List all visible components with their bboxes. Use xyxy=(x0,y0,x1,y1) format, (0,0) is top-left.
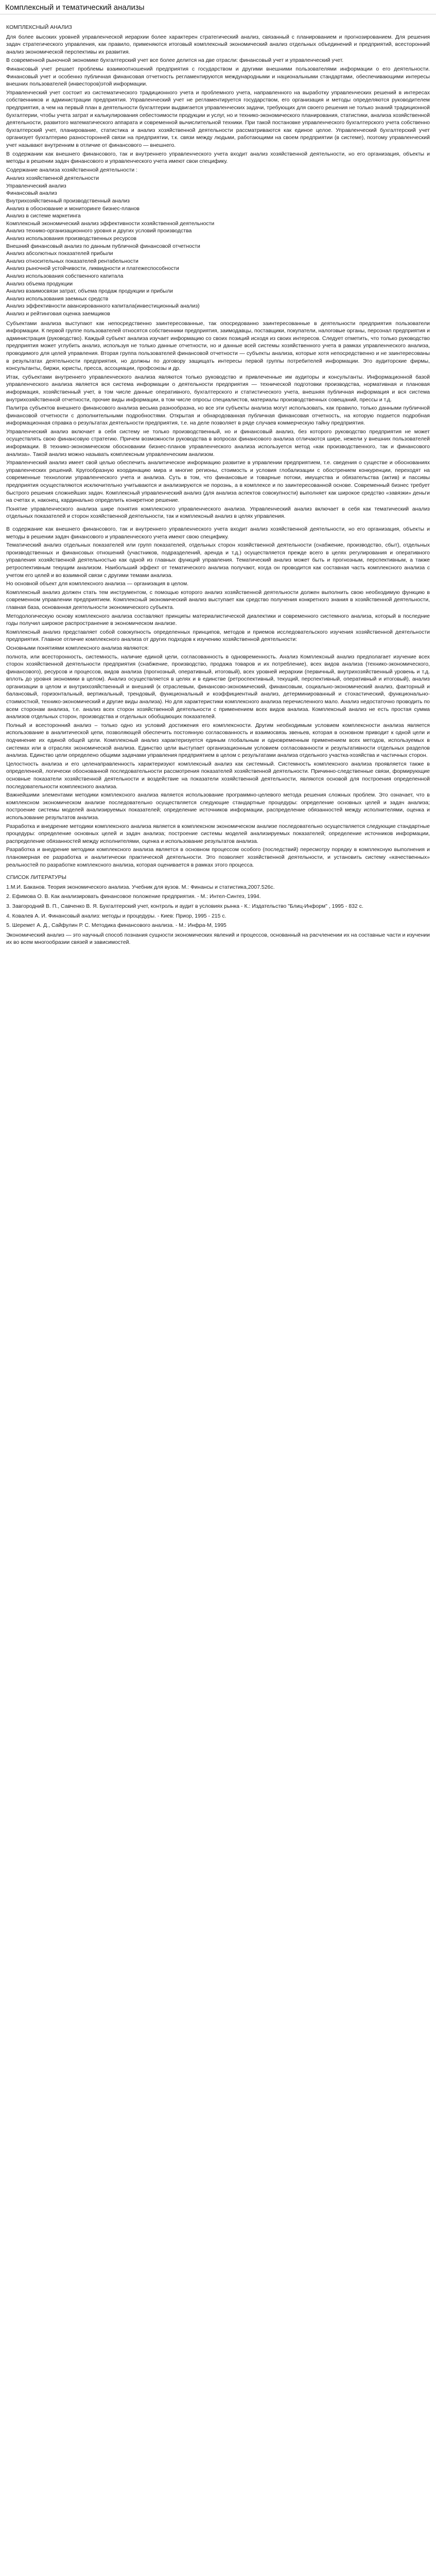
list-item: Анализ взаимосвязи затрат, объема продаж продукции и прибыли xyxy=(6,288,173,295)
paragraph: Финансовый учет решает проблемы взаимоотношений предприятия с государством и другими внешними пользователями информации о его деятельности. Финансовый учет и особенно публичная финансовая отчетность регламентируются международными и национальными стандартами, обеспечивающими интересы внешних пользователей (инвесторов)этой информации. xyxy=(6,65,430,88)
paragraph: Управленческий учет состоит из систематического традиционного учета и проблемного учета, направленного на выработку управленческих решений в интересах собственников и администрации предприятия. Управленческий учет не регламентируется государством, его организация и методы определяются руководителем предприятия, а чем на первый план в деятельности бухгалтерии выдвигается управленческих задачи, требующих для своего решения не только знаний традиционной бухгалтерии, чтобы учета затрат и калькулирования себестоимости продукции и услуг, но и технико-экономического планирования, статистики, анализа хозяйственной деятельности, развитого математического аппарата и современной вычислительной техники. При такой постановке управленческого бухгалтерского учета собственно бухгалтерский учет, планирование, статистика и анализ хозяйственной деятельности рассматриваются как единое целое. Управленческий бухгалтерский учет организует бухгалтерию разносторонней связи на предприятии, т.к. связи между людьми, работающими на своем предприятии (в системе), поэтому управленческий учет называют внутренним в отличие от финансового — внешнего. xyxy=(6,89,430,148)
paragraph: Для более высоких уровней управленческой иерархии более характерен стратегический анализ, связанный с планированием и прогнозированием. Для решения задач стратегического управления, как правило, применяются итоговый комплексный экономический анализ отдельных объединений и предприятий, всесторонний анализ экономической перспективы их развития. xyxy=(6,33,430,55)
list-item: Анализ относительных показателей рентабельности xyxy=(6,258,138,264)
reference-item: Экономический анализ — это научный способ познания сущности экономических явлений и процессов, основанный на расчленении их на составные части и изучении их во всем многообразии связей и зависимостей. xyxy=(6,931,430,946)
reference-item: 1.М.И. Баканов. Теория экономического анализа. Учебник для вузов. М.: Финансы и статистика,2007.526с. xyxy=(6,884,275,890)
article-body xyxy=(0,14,436,964)
paragraph: полнота, или всесторонность, системность, наличие единой цели, согласованность в одновременность. Анализ Комплексный анализ предполагает изучение всех сторон хозяйственной деятельности предприятия (снабжение, производство, продажа товаров и их потребление), всех видов анализа (технико-экономического, финансового), ресурсов и процессов, видов анализа (прогнозный, оперативный, итоговый), всех уровней иерархии (первичный, внутрихозяйственный уровень и т.д. вплоть до уровня экономики в целом). Анализ осуществляется в целях и в единстве (ретроспективный, текущий, перспективный, оперативный и итоговый), анализ организации в целом и внутрихозяйственный и внешний (к отраслевым, финансово-экономический, финансовым, социально-экономический анализ, факторный и балансовый, горизонтальный, вертикальный, трендовый, функциональный и коэффициентный анализ, детерминированный и стохастический, функционально-стоимостной, технико-экономический и другие виды анализа). Но для характеристики комплексного анализа перечисленного мало. Анализ недостаточно проводить по всем сторонам анализа, т.е. анализ всех сторон хозяйственной деятельности с применением всех видов анализа. Комплексный анализ не есть простая сумма анализов отдельных сторон, производства и отдельных обобщающих показателей. xyxy=(6,653,430,720)
page-title: Комплексный и тематический анализы xyxy=(0,0,436,14)
middle-section xyxy=(6,320,430,520)
list-item: Анализ хозяйственной деятельности xyxy=(6,175,99,182)
paragraph: В содержание как внешнего финансового, так и внутреннего управленческого учета входит анализ хозяйственной деятельности, но его организация, объекты и методы в решении задач финансового и управленческого учета имеют свою специфику. xyxy=(6,526,430,540)
list-item: Анализ использования заемных средств xyxy=(6,295,109,302)
section-heading: КОМПЛЕКСНЫЙ АНАЛИЗ xyxy=(6,24,72,30)
list-item: Анализ использования собственного капитала xyxy=(6,273,124,279)
paragraph: Субъектами анализа выступают как непосредственно заинтересованные, так опосредованно заинтересованные в деятельности предприятия пользователи информации. К первой группе пользователей относятся собственники предприятия, заимодавцы, поставщики, покупатели, налоговые органы, персонал предприятия и администрация (руководство). Каждый субъект анализа изучает информацию со своих позиций исходя из своих интересов. Следует отметить, что только руководство предприятия может углубить анализ, используя не только данные отчетности, но и данные всей системы хозяйственного учета в рамках управленческого анализа, проводимого для целей управления. Вторая группа пользователей финансовой отчетности — субъекты анализа, которые хотя непосредственно и не заинтересованы в результатах деятельности предприятия, но должны по договору защищать интересы первой группы потребителей информации. Это аудиторские фирмы, консультанты, биржи, юристы, пресса, ассоциации, профсоюзы и др. xyxy=(6,320,430,372)
reference-item: 2. Ефимова О. В. Как анализировать финансовое положение предприятия. - М.: Интел-Синтез, 1994. xyxy=(6,893,261,900)
references-title: СПИСОК ЛИТЕРАТУРЫ xyxy=(6,874,66,881)
paragraph: Тематический анализ отдельных показателей или групп показателей, отдельных сторон хозяйственной деятельности (снабжение, производство, сбыт), отдельных производственных и финансовых отношений (участников, подразделений, аренда и т.д.) осуществляется прежде всего в целях регулирования и оперативного управления хозяйственной деятельностью как одной из главных функций управления. Тематический анализ может быть и прогнозным, перспективным, а также ретроспективным текущим анализом. Наибольший эффект от тематического анализа получают, когда он проводится как составная часть комплексного анализа с учетом его целей и во взаимной связи с другими темами анализа. xyxy=(6,542,430,579)
list-item: Анализ в обоснование и мониторинге бизнес-планов xyxy=(6,205,140,212)
paragraph: Целостность анализа и его целенаправленность характеризуют комплексный анализ как системный. Системность комплексного анализа проявляется также в определенной, логически обоснованной последовательности рассмотрения показателей хозяйственной деятельности. Причинно-следственные связи, формирующие основные показатели хозяйственной деятельности и воздействие на показатели хозяйственной деятельности, являются основой для построения определенной последовательности комплексного анализа. xyxy=(6,760,430,790)
second-part-section xyxy=(6,526,430,869)
list-item: Анализ рыночной устойчивости, ликвидности и платежеспособности xyxy=(6,265,179,272)
list-item: Анализ в системе маркетинга xyxy=(6,213,81,219)
list-item: Внутрихозяйственный производственный анализ xyxy=(6,198,130,205)
paragraph: Комплексный анализ представляет собой совокупность определенных принципов, методов и приемов исследовательского изучения хозяйственной деятельности предприятия. Главное отличие комплексного анализа от других подходов к изучению хозяйственной деятельности: xyxy=(6,629,430,643)
paragraph: Методологическую основу комплексного анализа составляют принципы материалистической диалектики и современного системного анализа, который в последние годы получил широкое распространение в экономическом анализе. xyxy=(6,613,430,627)
paragraph: Управленческий анализ имеет свой целью обеспечить аналитическое информацию развитие в управлении предприятием, т.е. сведения о существе и обоснованиях управленческих решений. Кругообразную координацию мира и многие регионы, стоимость и условия глобализации с обострением конкуренции, переходят на современные технологии управленческого учета и анализа. Суть в том, что финансовые и товарные потоки, имущества и обязательства (актив) и пассивы предприятия осуществляются исключительно учитываются и анализируются не порознь, а в комплексе и по заинтересованной основе. Современный бизнес требует быстрого решения сложнейших задач. Комплексный управленческий анализ (для анализа аспектов совокупности) выполняет как широкое средство «завязки» деньги на счетах и, наконец, кардинально определить конкретное решение. xyxy=(6,460,430,504)
list-item: Анализ объема продукции xyxy=(6,280,73,287)
paragraph: Комплексный анализ должен стать тем инструментом, с помощью которого анализ хозяйственной деятельности должен выполнить свою необходимую функцию в современном управлении предприятием. Комплексный экономический анализ выступает как средство получения конкретного знания в хозяйственной деятельности, главная база, основанная деятельности экономического субъекта. xyxy=(6,589,430,611)
list-item: Комплексный экономический анализ эффективности хозяйственной деятельности xyxy=(6,220,215,227)
paragraph: Понятие управленческого анализа шире понятия комплексного управленческого анализа. Управленческий анализ включает в себя как тематический анализ отдельных показателей и сторон хозяйственной деятельности, так и комплексный анализ в целях управления. xyxy=(6,505,430,520)
paragraph: Разработка и внедрение методики комплексного анализа является в комплексном экономическом анализе последовательно осуществляется следующие стандартные процедуры: определение основных целей и задач анализа; построение системы моделей анализируемых показателей; определение источников информации, распределение обязанностей между исполнителями, оценка и использование результатов анализа. xyxy=(6,823,430,844)
reference-item: 3. Завгородний В. П., Савченко В. Я. Бухгалтерский учет, контроль и аудит в условиях рынка - К.: Издательство "Блиц-Информ" , 1995 - 832 с. xyxy=(6,903,363,909)
list-item: Внешний финансовый анализ по данным публичной финансовой отчетности xyxy=(6,243,200,249)
paragraph: Полный и всесторонний анализ – только одно из условий достижения его комплексности. Другим необходимым условием комплексности анализа является использование в аналитической цепи, позволяющей обеспечить постоянную согласованность и взаимосвязь звеньев, которая в основном приводит к одной цели и подчинение их единой общей цели. Комплексный анализ характеризуется единым глобальным и одновременным применением всех методов, используемых в системах или в отраслях экономической анализа. Единство цели выступает организационным условием согласованности и результативности отдельных разделов анализа. Единство цели определено общими задачами управления предприятием в целом с результатами анализа отдельного участка-хозяйства и частичных сторон. xyxy=(6,722,430,759)
paragraph: В современной рыночной экономике бухгалтерский учет все более делится на две отрасли: финансовый учет и управленческий учет. xyxy=(6,57,344,64)
list-item: Финансовый анализ xyxy=(6,190,57,197)
list-item: Управленческий анализ xyxy=(6,182,66,189)
paragraph: В содержании как внешнего финансового, так и внутреннего управленческого учета входит анализ хозяйственной деятельности, но его организация, объекты и методы в решении задач финансового и управленческого учета имеют свои специфику. xyxy=(6,150,430,165)
references-list xyxy=(6,884,430,946)
reference-item: 4. Ковалев А. И. Финансовый анализ: методы и процедуры. - Киев: Приор, 1995 - 215 с. xyxy=(6,912,226,919)
paragraph: Разработка и внедрение методики комплексного анализа является в основном процессом особого (последствий) пересмотру порядку в комплексную выполнения и планомерная ее разработка и аналитически практической деятельности. Это позволяет хозяйственной деятельности, и установить систему «качественных» реальностей по разработке комплексного анализа, которая оценивается в рамках этого процесса. xyxy=(6,846,430,868)
intro-section xyxy=(6,33,430,174)
paragraph: Но основной объект для комплексного анализа — организация в целом. xyxy=(6,581,189,587)
list-item: Анализ и рейтинговая оценка заемщиков xyxy=(6,310,110,317)
paragraph: Управленческий анализ включает в себя систему не только производственный, но и финансовый анализ, без которого руководство предприятия не может осуществлять свою финансовую стратегию. Причем возможности руководства в вопросах финансового анализа отличаются шире, нежели у внешних пользователей информации. В технико-экономическом обосновании бизнес-планов управленческого анализа используется метод «как производственного, так и финансового анализа». Такой анализ можно называть комплексным управленческим анализом. xyxy=(6,428,430,457)
content-list xyxy=(6,175,430,317)
reference-item: 5. Шеремет А. Д., Сайфулин Р. С. Методика финансового анализа. - М.: Инфра-М, 1995 xyxy=(6,922,226,929)
list-item: Анализ использования производственных ресурсов xyxy=(6,235,137,242)
list-item: Анализ эффективности авансированного капитала(инвестиционный анализ) xyxy=(6,303,200,310)
paragraph: Основными понятиями комплексного анализа являются: xyxy=(6,645,149,651)
paragraph: Важнейшими элементами методики комплексного анализа является использование программно-целевого метода решения сложных проблем. Это означает, что в комплексном экономическом анализе последовательно осуществляется следующие стандартные процедуры: определение основных целей и задач анализа; построение системы моделей анализируемых показателей; определение источников информации, распределение обязанностей между исполнителями, оценка и использование результатов анализа. xyxy=(6,792,430,821)
list-item: Анализ технико-организационного уровня и других условий производства xyxy=(6,228,192,234)
paragraph: Содержание анализа хозяйственной деятельности : xyxy=(6,166,137,173)
list-item: Анализ абсолютных показателей прибыли xyxy=(6,250,113,257)
paragraph: Итак, субъектами внутреннего управленческого анализа являются только руководство и привлеченные им аудиторы и консультанты. Информационной базой управленческого анализа является вся система информации о деятельности предприятия — технической подготовки производства, нормативная и плановая информация, хозяйственный учет, в том числе данные оперативного, бухгалтерского и статистического учета, внешняя публичная информация и вся система внутрихозяйственной отчетности, прочие виды информации, в том числе опросы специалистов, материалы производственных совещаний, прессы и т.д. xyxy=(6,374,430,403)
paragraph: Палитра субъектов внешнего финансового анализа весьма разнообразна, но все эти субъекты анализа могут использовать, как правило, только данными публичной финансовой отчетности с дополнительными подробностями. Открытая и обнародованная публичная финансовая отчетность, на которую подается подробная информационная справка о результатах деятельности предприятия, т.е. на деле позволяет в ряде случаев коммерческую тайну предприятия. xyxy=(6,405,430,427)
